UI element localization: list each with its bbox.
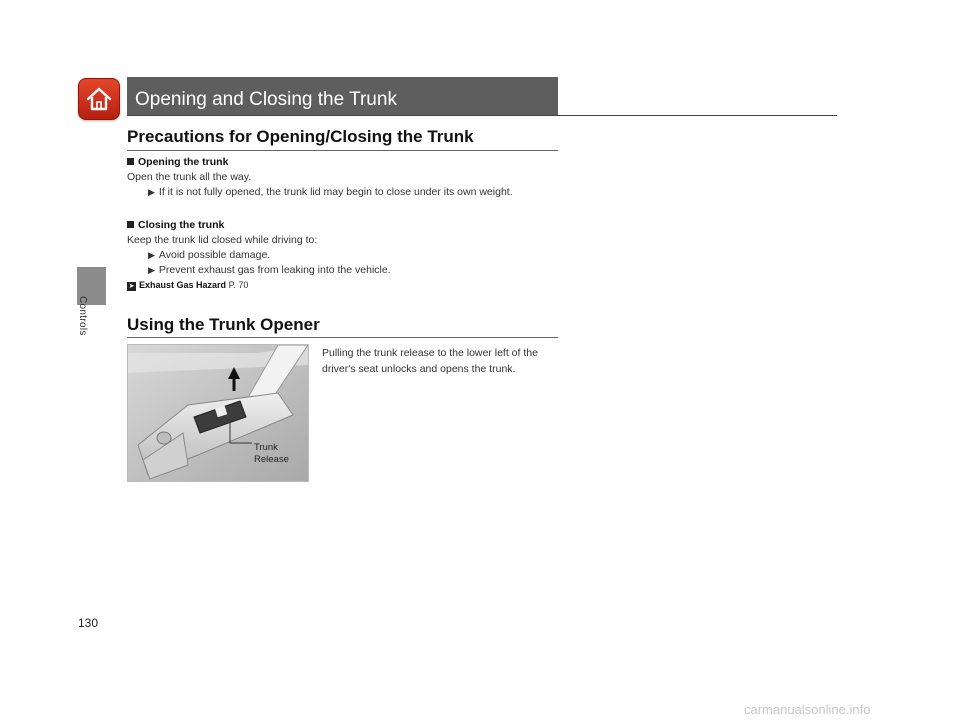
closing-bullet-1: ▶ Avoid possible damage.	[148, 249, 271, 261]
square-bullet-icon	[127, 158, 134, 165]
header-rule	[127, 115, 837, 116]
section-rule	[127, 337, 558, 338]
arrow-bullet-icon: ▶	[148, 187, 155, 197]
arrow-bullet-icon: ▶	[148, 265, 155, 275]
arrow-bullet-icon: ▶	[148, 250, 155, 260]
opening-bullet: ▶ If it is not fully opened, the trunk lid may begin to close under its own weight.	[148, 186, 513, 198]
home-button[interactable]	[78, 78, 120, 120]
page-header	[127, 77, 558, 115]
opening-text: Open the trunk all the way.	[127, 171, 252, 183]
page-title: Opening and Closing the Trunk	[135, 89, 397, 110]
subheading-closing: Closing the trunk	[127, 219, 224, 231]
section-title-precautions: Precautions for Opening/Closing the Trunk	[127, 127, 474, 146]
trunk-opener-description: Pulling the trunk release to the lower left of the driver's seat unlocks and opens the trunk.	[322, 347, 538, 375]
cross-reference-link[interactable]: ➤ Exhaust Gas Hazard P. 70	[128, 280, 249, 290]
closing-bullet-2: ▶ Prevent exhaust gas from leaking into the vehicle.	[148, 264, 391, 276]
trunk-release-callout: Trunk Release	[254, 442, 289, 465]
closing-text: Keep the trunk lid closed while driving to:	[127, 234, 318, 246]
reference-arrow-icon: ➤	[128, 283, 135, 290]
home-icon	[85, 86, 113, 112]
trunk-release-illustration	[127, 344, 309, 482]
watermark: carmanualsonline.info	[744, 702, 871, 717]
square-bullet-icon	[127, 221, 134, 228]
section-title-trunk-opener: Using the Trunk Opener	[127, 315, 320, 334]
section-rule	[127, 150, 558, 151]
page-number: 130	[78, 616, 99, 630]
side-tab-label: Controls	[77, 296, 88, 336]
subheading-opening: Opening the trunk	[127, 156, 228, 168]
